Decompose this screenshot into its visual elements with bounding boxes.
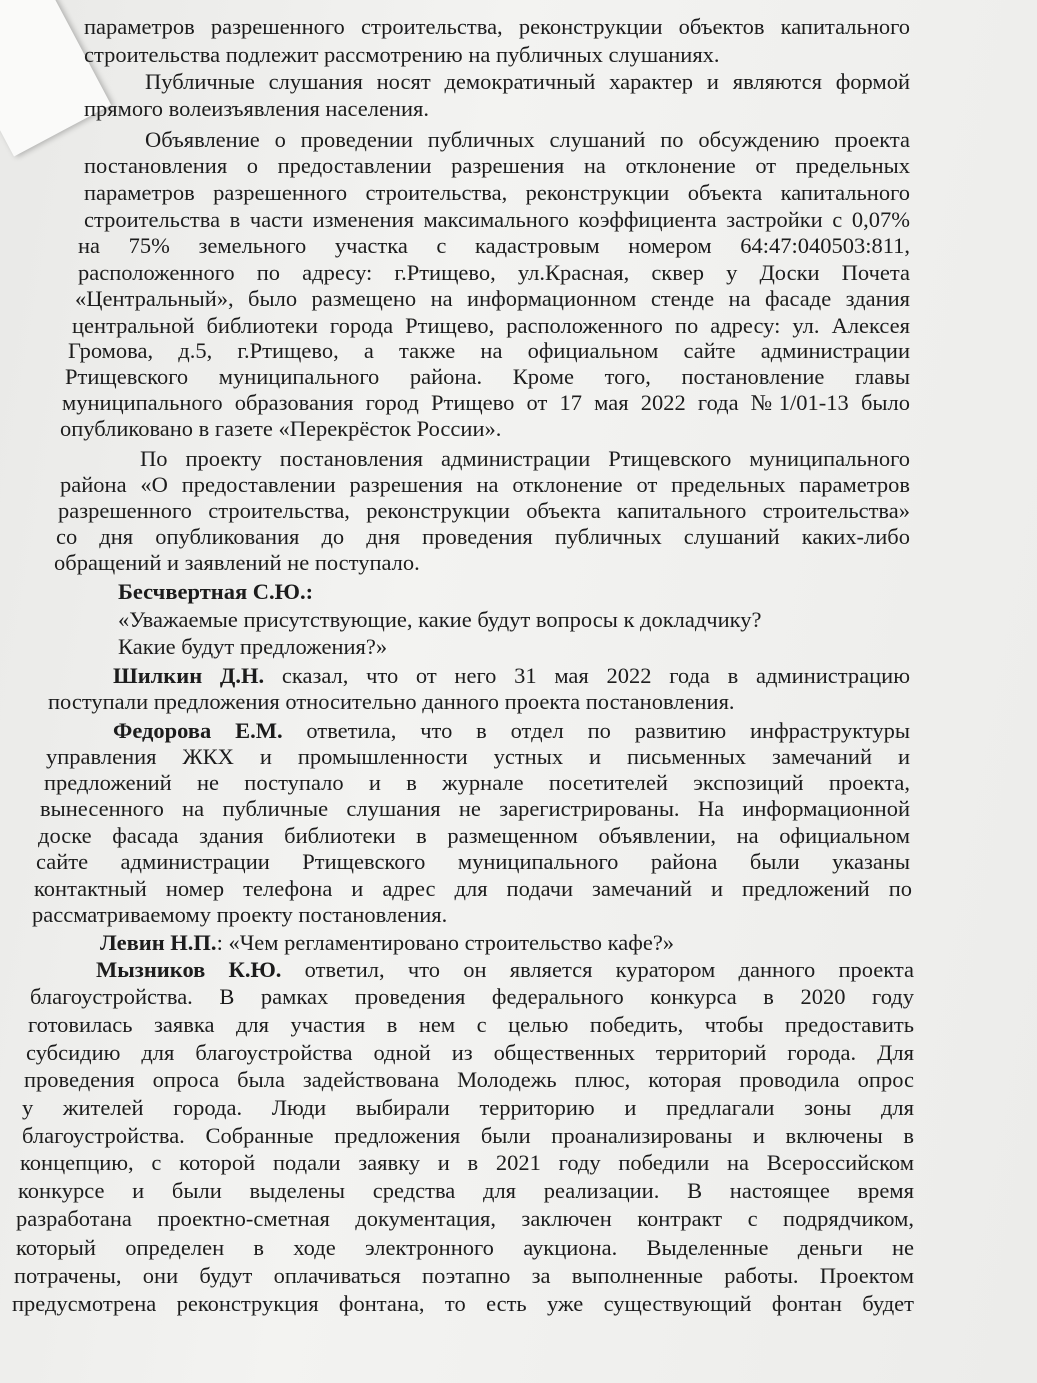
text-line <box>84 42 910 68</box>
line-text: у жителей города. Люди выбирали территорию и предлагали зоны для <box>22 1095 914 1120</box>
text-line <box>18 1178 914 1204</box>
speaker-name: Федорова Е.М. <box>113 718 283 743</box>
text-line <box>16 1206 914 1232</box>
line-text: со дня опубликования до дня проведения публичных слушаний каких-либо <box>56 524 910 549</box>
line-text: благоустройства. В рамках проведения федерального конкурса в 2020 году <box>30 984 914 1009</box>
text-line <box>32 902 910 928</box>
text-line <box>84 96 910 122</box>
line-text: предусмотрена реконструкция фонтана, то есть уже существующий фонтан будет <box>12 1291 914 1316</box>
speaker-name: Бесчвертная С.Ю.: <box>118 579 314 604</box>
line-text: разработана проектно-сметная документация, заключен контракт с подрядчиком, <box>16 1206 914 1231</box>
text-line <box>113 718 910 744</box>
line-text: Какие будут предложения?» <box>118 634 388 659</box>
text-line <box>84 180 910 206</box>
text-line <box>145 127 910 153</box>
line-text: Объявление о проведении публичных слушаний по обсуждению проекта <box>145 127 910 152</box>
line-text: готовилась заявка для участия в нем с целью победить, чтобы предоставить <box>28 1012 914 1037</box>
line-text: района «О предоставлении разрешения на отклонение от предельных параметров <box>60 472 910 497</box>
line-text: расположенного по адресу: г.Ртищево, ул.Красная, сквер у Доски Почета <box>78 260 910 285</box>
text-line <box>60 472 910 498</box>
text-line <box>14 1263 914 1289</box>
line-text: вынесенного на публичные слушания не зарегистрированы. На информационной <box>40 796 910 821</box>
line-text: Публичные слушания носят демократичный характер и являются формой <box>145 69 910 94</box>
text-line <box>78 260 910 286</box>
line-text: постановления о предоставлении разрешения на отклонение от предельных <box>84 153 910 178</box>
line-text: разрешенного строительства, реконструкции объекта капитального строительства» <box>58 498 910 523</box>
text-line <box>84 153 910 179</box>
text-line <box>22 1095 914 1121</box>
text-line <box>68 338 910 364</box>
text-line <box>44 770 910 796</box>
text-line <box>38 823 910 849</box>
text-line <box>20 1150 914 1176</box>
line-text: ответил, что он является куратором данного проекта <box>281 957 914 982</box>
line-text: управления ЖКХ и промышленности устных и письменных замечаний и <box>46 744 910 769</box>
line-text: который определен в ходе электронного аукциона. Выделенные деньги не <box>16 1235 914 1260</box>
line-text: : «Чем регламентировано строительство кафе?» <box>216 930 675 955</box>
line-text: предложений не поступало и в журнале посетителей экспозиций проекта, <box>44 770 910 795</box>
text-line <box>72 313 910 339</box>
line-text: прямого волеизъявления населения. <box>84 96 429 121</box>
line-text: параметров разрешенного строительства, реконструкции объектов капитального <box>84 14 910 39</box>
line-text: ответила, что в отдел по развитию инфраструктуры <box>282 718 910 743</box>
text-line <box>46 744 910 770</box>
text-line <box>78 233 910 259</box>
line-text: Громова, д.5, г.Ртищево, а также на официальном сайте администрации <box>68 338 910 363</box>
text-line <box>140 446 910 472</box>
line-text: поступали предложения относительно данного проекта постановления. <box>48 689 735 714</box>
text-line <box>56 524 910 550</box>
text-line <box>118 579 418 605</box>
text-line <box>48 689 910 715</box>
text-line <box>24 1067 914 1093</box>
line-text: обращений и заявлений не поступало. <box>54 550 420 575</box>
line-text: благоустройства. Собранные предложения были проанализированы и включены в <box>22 1123 914 1148</box>
text-line <box>145 69 910 95</box>
text-line <box>100 930 800 956</box>
line-text: конкурсе и были выделены средства для реализации. В настоящее время <box>18 1178 914 1203</box>
line-text: субсидию для благоустройства одной из общественных территорий города. Для <box>26 1040 914 1065</box>
line-text: Ртищевского муниципального района. Кроме того, постановление главы <box>65 364 910 389</box>
line-text: сайте администрации Ртищевского муниципального района были указаны <box>36 849 910 874</box>
text-line <box>22 1123 914 1149</box>
text-line <box>54 550 910 576</box>
line-text: проведения опроса была задействована Молодежь плюс, которая проводила опрос <box>24 1067 914 1092</box>
text-line <box>16 1235 914 1261</box>
text-line <box>40 796 910 822</box>
text-line <box>60 416 910 442</box>
text-line <box>36 849 910 875</box>
line-text: По проекту постановления администрации Ртищевского муниципального <box>140 446 910 471</box>
line-text: опубликовано в газете «Перекрёсток России». <box>60 416 502 441</box>
line-text: параметров разрешенного строительства, реконструкции объекта капитального <box>84 180 910 205</box>
speaker-name: Мызников К.Ю. <box>96 957 282 982</box>
text-line <box>75 286 910 312</box>
line-text: рассматриваемому проекту постановления. <box>32 902 448 927</box>
line-text: строительства подлежит рассмотрению на публичных слушаниях. <box>84 42 720 67</box>
text-line <box>30 984 914 1010</box>
speaker-name: Шилкин Д.Н. <box>113 663 265 688</box>
text-line <box>118 607 858 633</box>
line-text: «Центральный», было размещено на информационном стенде на фасаде здания <box>75 286 910 311</box>
text-line <box>113 663 910 689</box>
text-line <box>28 1012 914 1038</box>
line-text: муниципального образования город Ртищево от 17 мая 2022 года №1/01-13 было <box>62 390 910 415</box>
line-text: доске фасада здания библиотеки в размещенном объявлении, на официальном <box>38 823 910 848</box>
text-line <box>96 957 914 983</box>
text-line <box>118 634 518 660</box>
text-line <box>12 1291 914 1317</box>
text-line <box>62 390 910 416</box>
line-text: строительства в части изменения максимального коэффициента застройки с 0,07% <box>84 207 910 232</box>
line-text: потрачены, они будут оплачиваться поэтапно за выполненные работы. Проектом <box>14 1263 914 1288</box>
line-text: концепцию, с которой подали заявку и в 2021 году победили на Всероссийском <box>20 1150 914 1175</box>
text-line <box>84 207 910 233</box>
text-line <box>26 1040 914 1066</box>
speaker-name: Левин Н.П. <box>100 930 217 955</box>
text-line <box>65 364 910 390</box>
text-line <box>34 876 912 902</box>
text-line <box>58 498 910 524</box>
line-text: сказал, что от него 31 мая 2022 года в администрацию <box>264 663 911 688</box>
line-text: на 75% земельного участка с кадастровым номером 64:47:040503:811, <box>78 233 910 258</box>
line-text: контактный номер телефона и адрес для подачи замечаний и предложений по <box>34 876 912 901</box>
text-line <box>84 14 910 40</box>
line-text: центральной библиотеки города Ртищево, расположенного по адресу: ул. Алексея <box>72 313 910 338</box>
line-text: «Уважаемые присутствующие, какие будут вопросы к докладчику? <box>118 607 762 632</box>
